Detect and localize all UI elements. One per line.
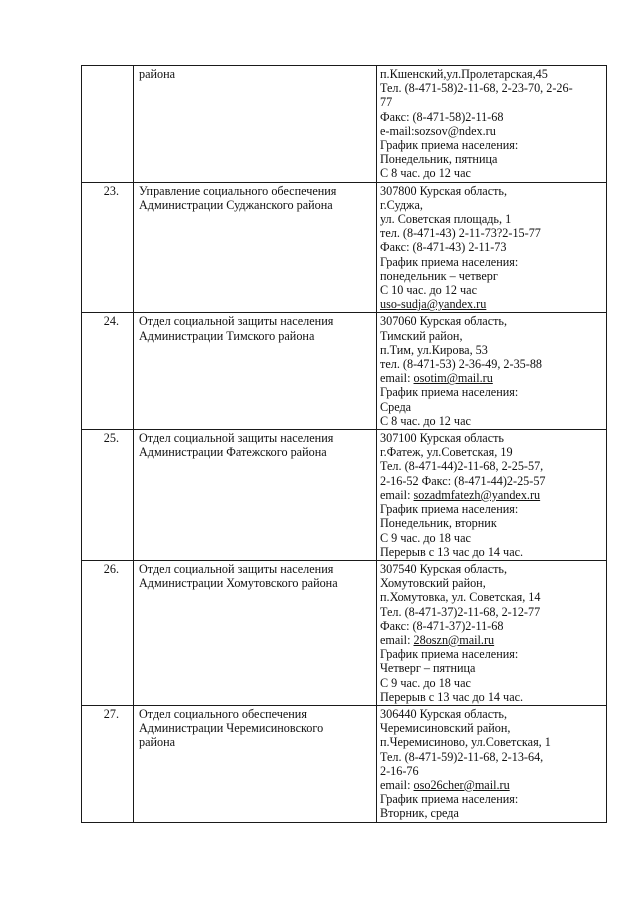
email-link[interactable]: osotim@mail.ru bbox=[413, 371, 493, 386]
contact-line: Среда bbox=[380, 399, 412, 414]
organization-cell bbox=[134, 430, 377, 561]
social-services-table bbox=[81, 65, 607, 823]
contact-line: Факс: (8-471-58)2-11-68 bbox=[380, 109, 504, 124]
contact-line: Факс: (8-471-43) 2-11-73 bbox=[380, 240, 507, 255]
email-line bbox=[380, 778, 602, 792]
email-link[interactable]: uso-sudja@yandex.ru bbox=[380, 297, 487, 312]
contact-line: г.Суджа, bbox=[380, 197, 423, 212]
contact-line: Тел. (8-471-44)2-11-68, 2-25-57, bbox=[380, 459, 544, 474]
row-number: 23. bbox=[82, 182, 134, 313]
organization-cell bbox=[134, 66, 377, 183]
contact-line: Тел. (8-471-58)2-11-68, 2-23-70, 2-26- bbox=[380, 81, 573, 96]
contact-line: 307540 Курская область, bbox=[380, 561, 508, 576]
contact-line: 307800 Курская область, bbox=[380, 183, 508, 198]
email-line bbox=[380, 633, 602, 647]
row-number: 24. bbox=[82, 313, 134, 430]
contact-line: 77 bbox=[380, 95, 393, 110]
contact-line: График приема населения: bbox=[380, 647, 519, 662]
contact-line: График приема населения: bbox=[380, 385, 519, 400]
table-row bbox=[82, 313, 607, 430]
organization-cell bbox=[134, 560, 377, 705]
contact-cell bbox=[377, 560, 607, 705]
organization-name-line: Администрации Суджанского района bbox=[139, 197, 333, 212]
contact-cell bbox=[377, 705, 607, 822]
table-row bbox=[82, 66, 607, 183]
contact-line: e-mail:sozsov@ndex.ru bbox=[380, 123, 496, 138]
email-prefix: email: bbox=[380, 632, 414, 647]
email-prefix: email: bbox=[380, 777, 414, 792]
contact-line: Тимский район, bbox=[380, 328, 463, 343]
contact-line: тел. (8-471-43) 2-11-73?2-15-77 bbox=[380, 226, 541, 241]
contact-line: п.Хомутовка, ул. Советская, 14 bbox=[380, 590, 541, 605]
table-row bbox=[82, 430, 607, 561]
contact-line: Вторник, среда bbox=[380, 806, 459, 821]
contact-line: п.Черемисиново, ул.Советская, 1 bbox=[380, 735, 551, 750]
contact-line: ул. Советская площадь, 1 bbox=[380, 212, 512, 227]
contact-cell bbox=[377, 313, 607, 430]
contact-cell bbox=[377, 66, 607, 183]
email-line bbox=[380, 371, 602, 385]
organization-name-line: Администрации Тимского района bbox=[139, 328, 315, 343]
contact-line: С 8 час. до 12 час bbox=[380, 413, 471, 428]
contact-line: п.Тим, ул.Кирова, 53 bbox=[380, 342, 488, 357]
email-prefix: email: bbox=[380, 371, 414, 386]
contact-line: График приема населения: bbox=[380, 792, 519, 807]
contact-line: 306440 Курская область, bbox=[380, 706, 508, 721]
contact-line: График приема населения: bbox=[380, 254, 519, 269]
row-number: 25. bbox=[82, 430, 134, 561]
contact-line: Тел. (8-471-59)2-11-68, 2-13-64, bbox=[380, 749, 544, 764]
row-number: 27. bbox=[82, 705, 134, 822]
table-body bbox=[82, 66, 607, 823]
contact-cell bbox=[377, 182, 607, 313]
contact-cell bbox=[377, 430, 607, 561]
contact-line: Четверг – пятница bbox=[380, 661, 476, 676]
email-prefix: email: bbox=[380, 487, 414, 502]
organization-cell bbox=[134, 313, 377, 430]
email-link[interactable]: sozadmfatezh@yandex.ru bbox=[413, 487, 541, 502]
contact-line: Тел. (8-471-37)2-11-68, 2-12-77 bbox=[380, 604, 541, 619]
organization-name-line: района bbox=[139, 67, 176, 81]
organization-name-line: Администрации Хомутовского района bbox=[139, 576, 338, 591]
organization-name-line: Администрации Фатежского района bbox=[139, 445, 327, 460]
row-number: 26. bbox=[82, 560, 134, 705]
contact-line: Перерыв с 13 час до 14 час. bbox=[380, 689, 524, 704]
contact-line: Понедельник, вторник bbox=[380, 516, 497, 531]
contact-line: График приема населения: bbox=[380, 502, 519, 517]
organization-name-line: Отдел социального обеспечения bbox=[139, 706, 307, 721]
organization-name-line: Администрации Черемисиновского bbox=[139, 721, 324, 736]
contact-line: Факс: (8-471-37)2-11-68 bbox=[380, 618, 504, 633]
contact-line: г.Фатеж, ул.Советская, 19 bbox=[380, 445, 513, 460]
organization-name-line: Отдел социальной защиты населения bbox=[139, 314, 334, 329]
contact-line: Черемисиновский район, bbox=[380, 721, 511, 736]
email-link[interactable]: 28oszn@mail.ru bbox=[413, 632, 495, 647]
organization-name-line: Отдел социальной защиты населения bbox=[139, 561, 334, 576]
contact-line: 2-16-76 bbox=[380, 763, 419, 778]
contact-line: 307100 Курская область bbox=[380, 431, 504, 446]
table-row bbox=[82, 560, 607, 705]
contact-line: С 9 час. до 18 час bbox=[380, 675, 471, 690]
contact-line: п.Кшенский,ул.Пролетарская,45 bbox=[380, 67, 548, 81]
organization-name-line: района bbox=[139, 735, 176, 750]
email-link[interactable]: oso26cher@mail.ru bbox=[413, 777, 510, 792]
contact-line: С 9 час. до 18 час bbox=[380, 530, 471, 545]
contact-line: С 8 час. до 12 час bbox=[380, 166, 471, 181]
organization-name-line: Управление социального обеспечения bbox=[139, 183, 337, 198]
contact-line: 307060 Курская область, bbox=[380, 314, 508, 329]
contact-line: Понедельник, пятница bbox=[380, 152, 498, 167]
contact-line: Хомутовский район, bbox=[380, 576, 486, 591]
contact-line: понедельник – четверг bbox=[380, 268, 498, 283]
contact-line: Перерыв с 13 час до 14 час. bbox=[380, 544, 524, 559]
contact-line: С 10 час. до 12 час bbox=[380, 283, 477, 298]
organization-cell bbox=[134, 705, 377, 822]
contact-line: 2-16-52 Факс: (8-471-44)2-25-57 bbox=[380, 473, 546, 488]
contact-line: График приема населения: bbox=[380, 138, 519, 153]
organization-name-line: Отдел социальной защиты населения bbox=[139, 431, 334, 446]
table-row bbox=[82, 705, 607, 822]
table-row bbox=[82, 182, 607, 313]
row-number bbox=[82, 66, 134, 183]
contact-line: тел. (8-471-53) 2-36-49, 2-35-88 bbox=[380, 357, 543, 372]
email-line bbox=[380, 488, 602, 502]
organization-cell bbox=[134, 182, 377, 313]
